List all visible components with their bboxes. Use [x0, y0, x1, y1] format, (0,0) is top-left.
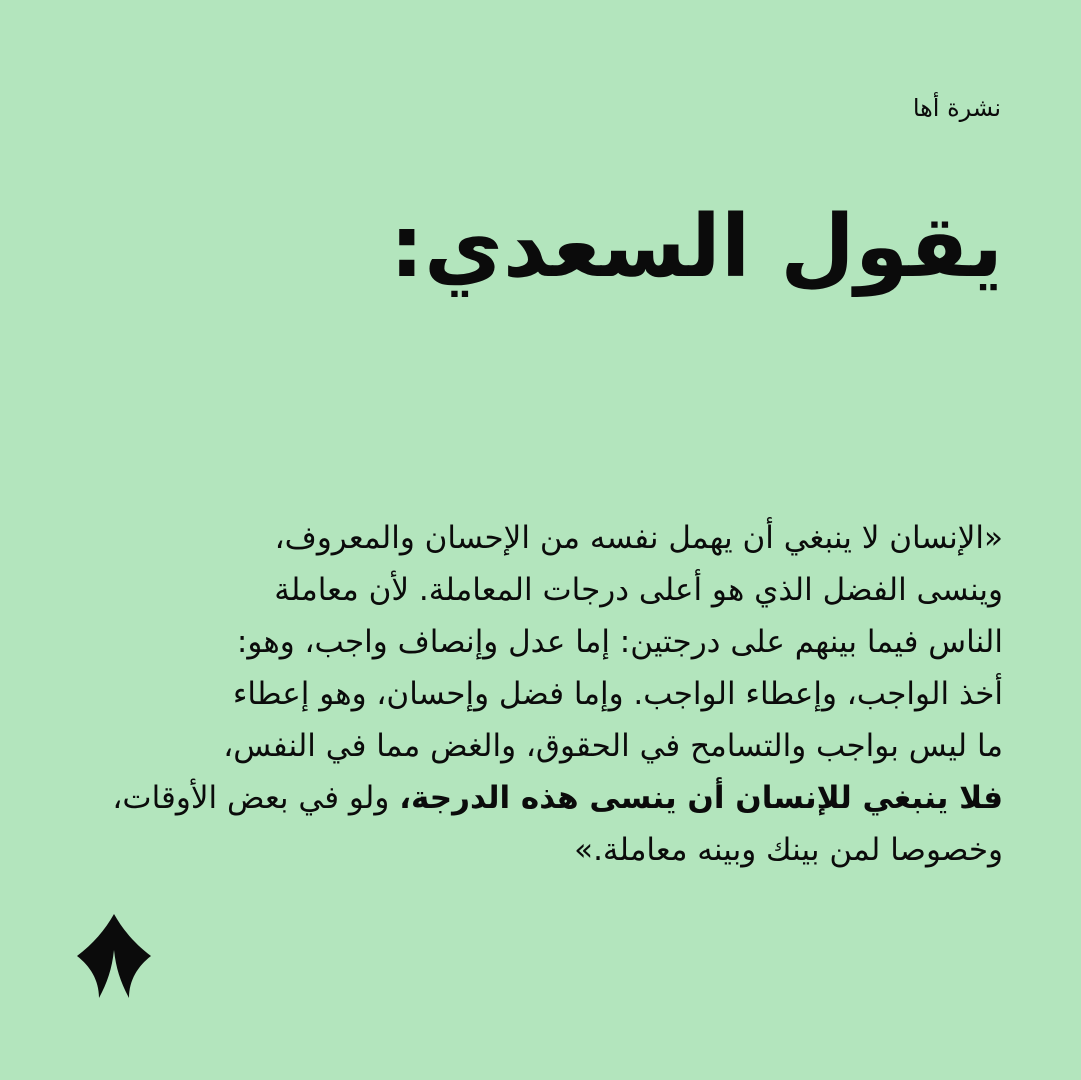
headline: يقول السعدي: [389, 197, 1003, 297]
quote-after-emphasis: ولو في بعض الأوقات، [112, 780, 400, 816]
quote-line-7: وخصوصا لمن بينك وبينه معاملة.» [574, 832, 1003, 868]
brand-name: نشرة أها [912, 94, 1001, 122]
quote-block [78, 512, 1003, 876]
quote-line-5: ما ليس بواجب والتسامح في الحقوق، والغض مما في النفس، [223, 728, 1003, 764]
logo-right-leg [114, 914, 151, 998]
quote-emphasis: فلا ينبغي للإنسان أن ينسى هذه الدرجة، [399, 780, 1003, 816]
quote-line-2: وينسى الفضل الذي هو أعلى درجات المعاملة. لأن معاملة [274, 572, 1003, 608]
quote-line-1: «الإنسان لا ينبغي أن يهمل نفسه من الإحسان والمعروف، [274, 520, 1003, 556]
aha-logo-icon [77, 914, 151, 998]
quote-line-3: الناس فيما بينهم على درجتين: إما عدل وإنصاف واجب، وهو: [236, 624, 1003, 660]
quote-line-6 [78, 772, 1003, 824]
logo-left-leg [77, 914, 114, 998]
quote-line-4: أخذ الواجب، وإعطاء الواجب. وإما فضل وإحسان، وهو إعطاء [232, 676, 1003, 712]
